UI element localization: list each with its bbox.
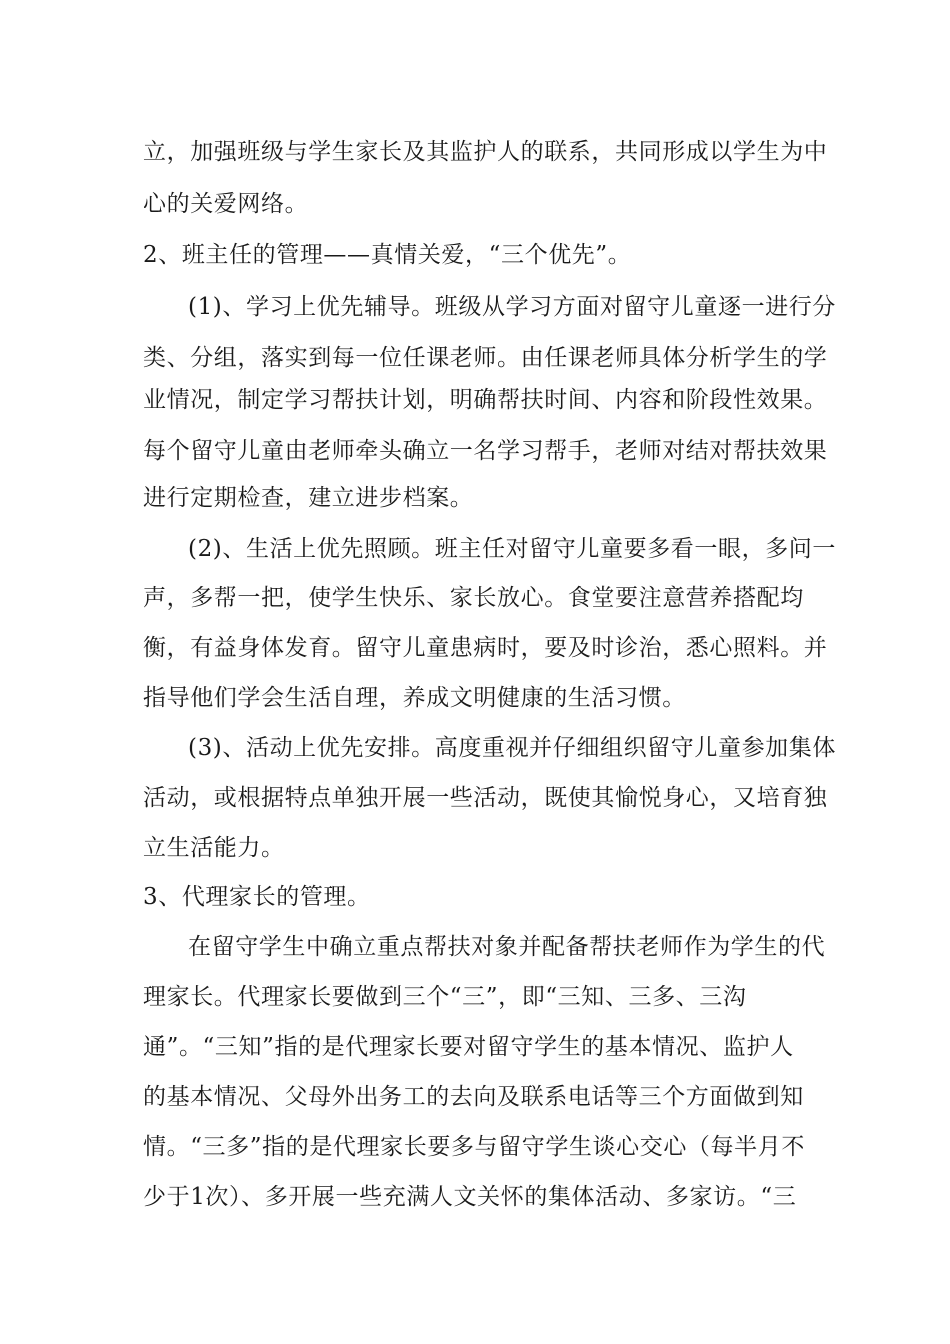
text-line: (2)、生活上优先照顾。班主任对留守儿童要多看一眼，多问一	[188, 536, 836, 562]
section-heading: 2、班主任的管理——真情关爱，“三个优先”。	[143, 242, 632, 268]
text-line: 理家长。代理家长要做到三个“三”，即“三知、三多、三沟	[143, 984, 747, 1010]
text-line: 指导他们学会生活自理，养成文明健康的生活习惯。	[143, 685, 686, 711]
text-line: 类、分组，落实到每一位任课老师。由任课老师具体分析学生的学	[143, 345, 828, 371]
text-line: 心的关爱网络。	[143, 191, 309, 217]
text-line: 活动，或根据特点单独开展一些活动，既使其愉悦身心，又培育独	[143, 785, 828, 811]
text-line: 情。“三多”指的是代理家长要多与留守学生谈心交心（每半月不	[143, 1134, 805, 1160]
text-line: 每个留守儿童由老师牵头确立一名学习帮手，老师对结对帮扶效果	[143, 438, 828, 464]
text-line: 立，加强班级与学生家长及其监护人的联系，共同形成以学生为中	[143, 139, 828, 165]
text-line: 的基本情况、父母外出务工的去向及联系电话等三个方面做到知	[143, 1084, 804, 1110]
text-line: 立生活能力。	[143, 835, 285, 861]
text-line: 少于1次）、多开展一些充满人文关怀的集体活动、多家访。“三	[143, 1184, 797, 1210]
text-line: 通”。“三知”指的是代理家长要对留守学生的基本情况、监护人	[143, 1034, 794, 1060]
section-heading: 3、代理家长的管理。	[143, 884, 371, 910]
text-line: (1)、学习上优先辅导。班级从学习方面对留守儿童逐一进行分	[188, 294, 836, 320]
text-line: 声，多帮一把，使学生快乐、家长放心。食堂要注意营养搭配均	[143, 585, 804, 611]
text-line: (3)、活动上优先安排。高度重视并仔细组织留守儿童参加集体	[188, 735, 836, 761]
text-line: 在留守学生中确立重点帮扶对象并配备帮扶老师作为学生的代	[188, 934, 826, 960]
text-line: 衡，有益身体发育。留守儿童患病时，要及时诊治，悉心照料。并	[143, 635, 828, 661]
text-line: 业情况，制定学习帮扶计划，明确帮扶时间、内容和阶段性效果。	[143, 387, 828, 413]
text-line: 进行定期检查，建立进步档案。	[143, 485, 474, 511]
